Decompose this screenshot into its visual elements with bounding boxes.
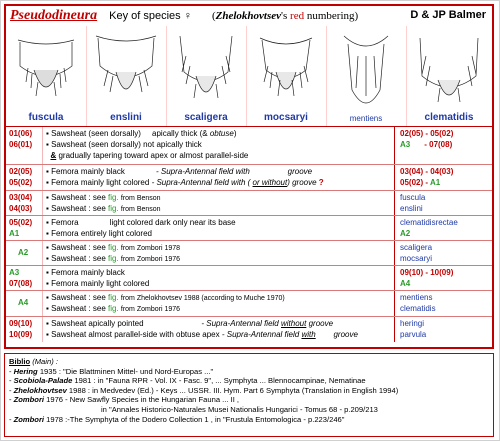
couplet-text: ▪ Femora light colored dark only near its base (46, 218, 236, 227)
species-result: heringi (400, 319, 425, 328)
sawsheath-figures (6, 26, 492, 127)
species-result: fuscula (400, 193, 426, 202)
couplet-result: A4 (400, 279, 411, 288)
figure-label: fuscula (28, 112, 64, 123)
key-row (6, 267, 492, 278)
couplet-text: ▪ Sawsheat : see fig. from Zhelokhovtsev 1988 (according to Muche 1970) (46, 293, 285, 302)
biblio-entry: - Zombori 1976 - New Sawfly Species in the Hungarian Fauna ... II , (9, 395, 240, 405)
couplet-text: & gradually tapering toward apex or almost parallel-side (50, 151, 249, 160)
key-row (6, 166, 492, 177)
couplet-text: ▪ Sawsheat apically pointed - Supra-Antennal field without groove (46, 319, 334, 328)
key-row (6, 329, 492, 340)
couplet-code: A3 (9, 268, 20, 277)
enslini-drawing-icon (86, 26, 166, 126)
biblio-title: Biblio (Main) : (9, 357, 58, 366)
figure-mocsaryi (246, 26, 327, 126)
clematidis-drawing-icon (406, 26, 492, 126)
key-couplet-05-a1 (6, 216, 492, 241)
couplet-result: 09(10) - 10(09) (400, 268, 454, 277)
couplet-text: ▪ Sawsheat : see fig. from Benson (46, 193, 161, 202)
authors: D & JP Balmer (410, 9, 486, 21)
biblio-entry: - Scobiola-Palade 1981 : in "Fauna RPR - Vol. IX - Fasc. 9", ... Symphyta ... Blennocampinae, Nematinae (9, 376, 366, 386)
couplet-code: 03(04) (9, 193, 33, 202)
species-result: scaligera (400, 243, 433, 252)
couplet-code: 07(08) (9, 279, 33, 288)
fuscula-drawing-icon (6, 26, 86, 126)
figure-label: mocsaryi (264, 112, 308, 123)
key-row (6, 203, 492, 214)
couplet-text: ▪ Sawsheat (seen dorsally) not apically thick (46, 140, 202, 149)
figure-label: scaligera (184, 112, 228, 123)
key-row (6, 278, 492, 289)
figure-scaligera (166, 26, 247, 126)
couplet-result: A3 - 07(08) (400, 140, 453, 149)
numbering-note: (Zhelokhovtsev's red numbering) (211, 10, 359, 22)
couplet-text: ▪ Femora mainly black - Supra-Antennal field with groove (46, 167, 313, 176)
couplet-text: ▪ Femora mainly light colored (46, 279, 150, 288)
key-couplet-03-04 (6, 191, 492, 216)
key-row (6, 228, 492, 239)
key-table (6, 127, 492, 342)
key-couplet-02-05 (6, 165, 492, 191)
mentiens-drawing-icon (326, 26, 406, 126)
key-couplet-a4 (6, 291, 492, 317)
couplet-text: ▪ Femora entirely light colored (46, 229, 152, 238)
couplet-code: 01(06) (9, 129, 33, 138)
figure-fuscula (6, 26, 87, 126)
fig-link[interactable]: fig. (107, 243, 119, 252)
couplet-code: 05(02) (9, 178, 33, 187)
species-result: clematidis (400, 304, 436, 313)
key-couplet-a3-07 (6, 266, 492, 291)
couplet-text: ▪ Sawsheat : see fig. from Benson (46, 204, 161, 213)
species-result: clematidisrectae (400, 218, 458, 227)
couplet-code: 05(02) (9, 218, 33, 227)
biblio-entry: in "Annales Historico-Naturales Musei Nationalis Hungarici - Tomus 68 - p.209/213 (101, 404, 378, 414)
key-row (6, 139, 492, 150)
key-row (6, 303, 492, 314)
key-label: Key of species ♀ (109, 10, 192, 22)
key-row (6, 177, 492, 188)
biblio-entry: - Hering 1935 : "Die Blattminen Mittel- und Nord-Europas ..." (9, 366, 214, 376)
key-row (6, 292, 492, 303)
key-couplet-a2 (6, 241, 492, 266)
figure-label: clematidis (424, 112, 474, 123)
fig-link[interactable]: fig. (107, 304, 119, 313)
couplet-result: A2 (400, 229, 411, 238)
couplet-text: ▪ Sawsheat (seen dorsally) apically thick (& obtuse) (46, 129, 237, 138)
couplet-text: ▪ Sawsheat : see fig. from Zombori 1976 (46, 254, 181, 263)
fig-link[interactable]: fig. (107, 193, 119, 202)
figure-enslini (86, 26, 167, 126)
key-row (6, 242, 492, 253)
couplet-result: 02(05) - 05(02) (400, 129, 454, 138)
key-couplet-01-06 (6, 127, 492, 165)
key-couplet-09-10 (6, 317, 492, 342)
species-result: mocsaryi (400, 254, 433, 263)
key-row (6, 192, 492, 203)
fig-link[interactable]: fig. (107, 293, 119, 302)
species-result: enslini (400, 204, 423, 213)
couplet-text: ▪ Femora mainly black (46, 268, 125, 277)
key-row (6, 217, 492, 228)
fig-link[interactable]: fig. (107, 254, 119, 263)
couplet-code: A1 (9, 229, 20, 238)
couplet-code: 02(05) (9, 167, 33, 176)
genus-title: Pseudodineura (10, 8, 98, 23)
couplet-code: A4 (18, 298, 29, 307)
couplet-result: 05(02) - A1 (400, 178, 441, 187)
couplet-text: ▪ Sawsheat almost parallel-side with obtuse apex - Supra-Antennal field with groove (46, 330, 358, 339)
key-row (6, 253, 492, 264)
header (6, 6, 492, 26)
couplet-result: 03(04) - 04(03) (400, 167, 454, 176)
couplet-code: 04(03) (9, 204, 33, 213)
species-result: mentiens (400, 293, 433, 302)
key-row (6, 128, 492, 139)
figure-clematidis (406, 26, 492, 126)
biblio-entry: - Zombori 1978 :-The Symphyta of the Dodero Collection 1 , in "Frustula Entomologica - p.223/246" (9, 414, 345, 424)
couplet-code: 10(09) (9, 330, 33, 339)
key-row (6, 150, 492, 161)
couplet-code: 06(01) (9, 140, 33, 149)
key-panel (4, 4, 494, 349)
fig-link[interactable]: fig. (107, 204, 119, 213)
couplet-text: ▪ Femora mainly light colored - Supra-Antennal field with ( or without) groove ? (46, 178, 324, 187)
figure-label: mentiens (349, 114, 383, 123)
species-result: parvula (400, 330, 427, 339)
scaligera-drawing-icon (166, 26, 246, 126)
figure-label: enslini (110, 112, 142, 123)
key-row (6, 318, 492, 329)
couplet-text: ▪ Sawsheat : see fig. from Zombori 1976 (46, 304, 181, 313)
figure-mentiens (326, 26, 407, 126)
couplet-text: ▪ Sawsheat : see fig. from Zombori 1978 (46, 243, 181, 252)
biblio-entry: - Zhelokhovtsev 1988 : in Medvedev (Ed.) - Keys ... USSR. III. Hym. Part 6 Symphyta (Translation in English 1994) (9, 385, 399, 395)
couplet-code: A2 (18, 248, 29, 257)
mocsaryi-drawing-icon (246, 26, 326, 126)
bibliography (4, 353, 494, 437)
couplet-code: 09(10) (9, 319, 33, 328)
